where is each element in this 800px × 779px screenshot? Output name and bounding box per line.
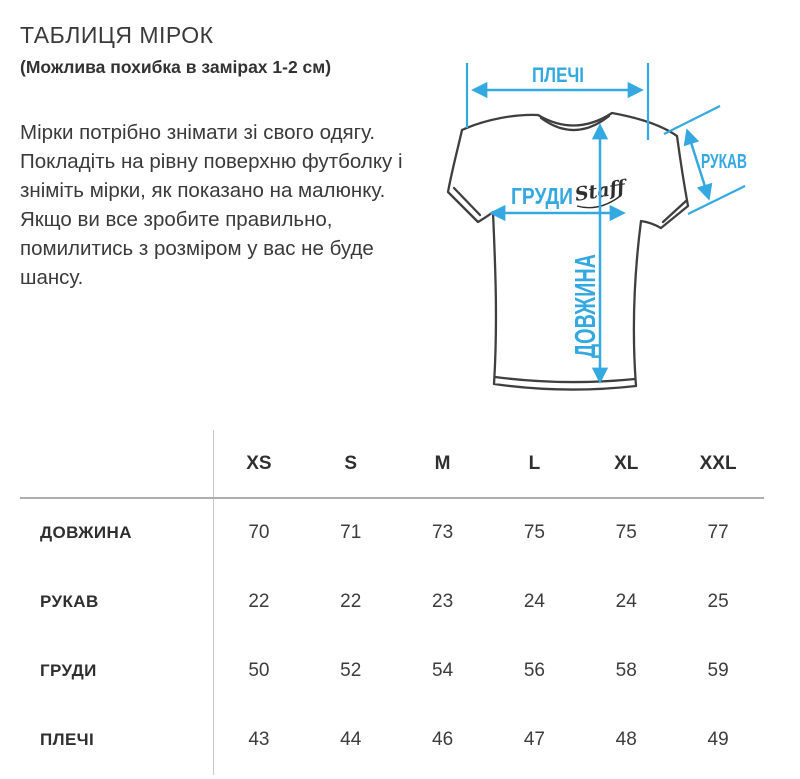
chest-label: ГРУДИ xyxy=(511,183,573,209)
size-value: 75 xyxy=(523,521,545,543)
size-value: 50 xyxy=(248,659,270,681)
size-value: 22 xyxy=(248,590,270,612)
size-table-header-row xyxy=(20,430,764,498)
size-col-header-xxl: XXL xyxy=(699,453,737,474)
page-subtitle: (Можлива похибка в замірах 1-2 см) xyxy=(20,57,332,77)
size-value: 58 xyxy=(615,659,637,681)
size-value: 73 xyxy=(432,521,454,543)
title-block xyxy=(20,22,331,78)
row-label: ДОВЖИНА xyxy=(40,522,132,542)
size-value: 49 xyxy=(707,728,729,750)
size-value: 52 xyxy=(340,659,362,681)
shoulders-label: ПЛЕЧІ xyxy=(532,64,584,87)
size-value: 23 xyxy=(432,590,454,612)
size-col-header-s: S xyxy=(344,453,358,474)
sleeve-label: РУКАВ xyxy=(701,151,747,173)
size-value: 70 xyxy=(248,521,270,543)
size-value: 77 xyxy=(707,521,729,543)
size-value: 22 xyxy=(340,590,362,612)
length-label: ДОВЖИНА xyxy=(570,206,602,358)
size-value: 43 xyxy=(248,728,270,750)
size-col-header-xs: XS xyxy=(246,453,272,474)
size-col-header-m: M xyxy=(434,453,451,474)
row-label: ПЛЕЧІ xyxy=(40,729,95,749)
page-title: ТАБЛИЦЯ МІРОК xyxy=(20,22,214,48)
row-label: ГРУДИ xyxy=(40,660,97,680)
size-value: 75 xyxy=(615,521,637,543)
table-row-chest xyxy=(20,636,764,705)
size-value: 24 xyxy=(523,590,545,612)
intro-paragraph: Мірки потрібно знімати зі свого одягу. Покладіть на рівну поверхню футболку і зніміть мірки, як показано на малюнку. Якщо ви все зробите правильно, помилитись з розміром у вас не буде шансу. xyxy=(20,121,403,289)
size-table xyxy=(20,430,764,774)
table-row-sleeve xyxy=(20,567,764,636)
tshirt-outline xyxy=(448,113,688,390)
svg-text:Staff: Staff xyxy=(573,176,627,206)
size-value: 54 xyxy=(432,659,454,681)
size-value: 71 xyxy=(340,521,362,543)
sleeve-extension-bottom xyxy=(688,186,745,214)
size-value: 47 xyxy=(523,728,545,750)
tshirt-measurement-diagram xyxy=(420,0,800,430)
size-value: 59 xyxy=(707,659,729,681)
table-row-shoulders xyxy=(20,705,764,774)
size-value: 48 xyxy=(615,728,637,750)
row-label: РУКАВ xyxy=(40,591,99,611)
size-col-header-xl: XL xyxy=(614,453,639,474)
size-value: 24 xyxy=(615,590,637,612)
size-value: 56 xyxy=(523,659,545,681)
size-col-header-l: L xyxy=(528,453,541,474)
sleeve-extension-top xyxy=(664,106,720,134)
size-value: 25 xyxy=(707,590,729,612)
table-row-length xyxy=(20,498,764,567)
size-value: 44 xyxy=(340,728,362,750)
size-value: 46 xyxy=(432,728,454,750)
